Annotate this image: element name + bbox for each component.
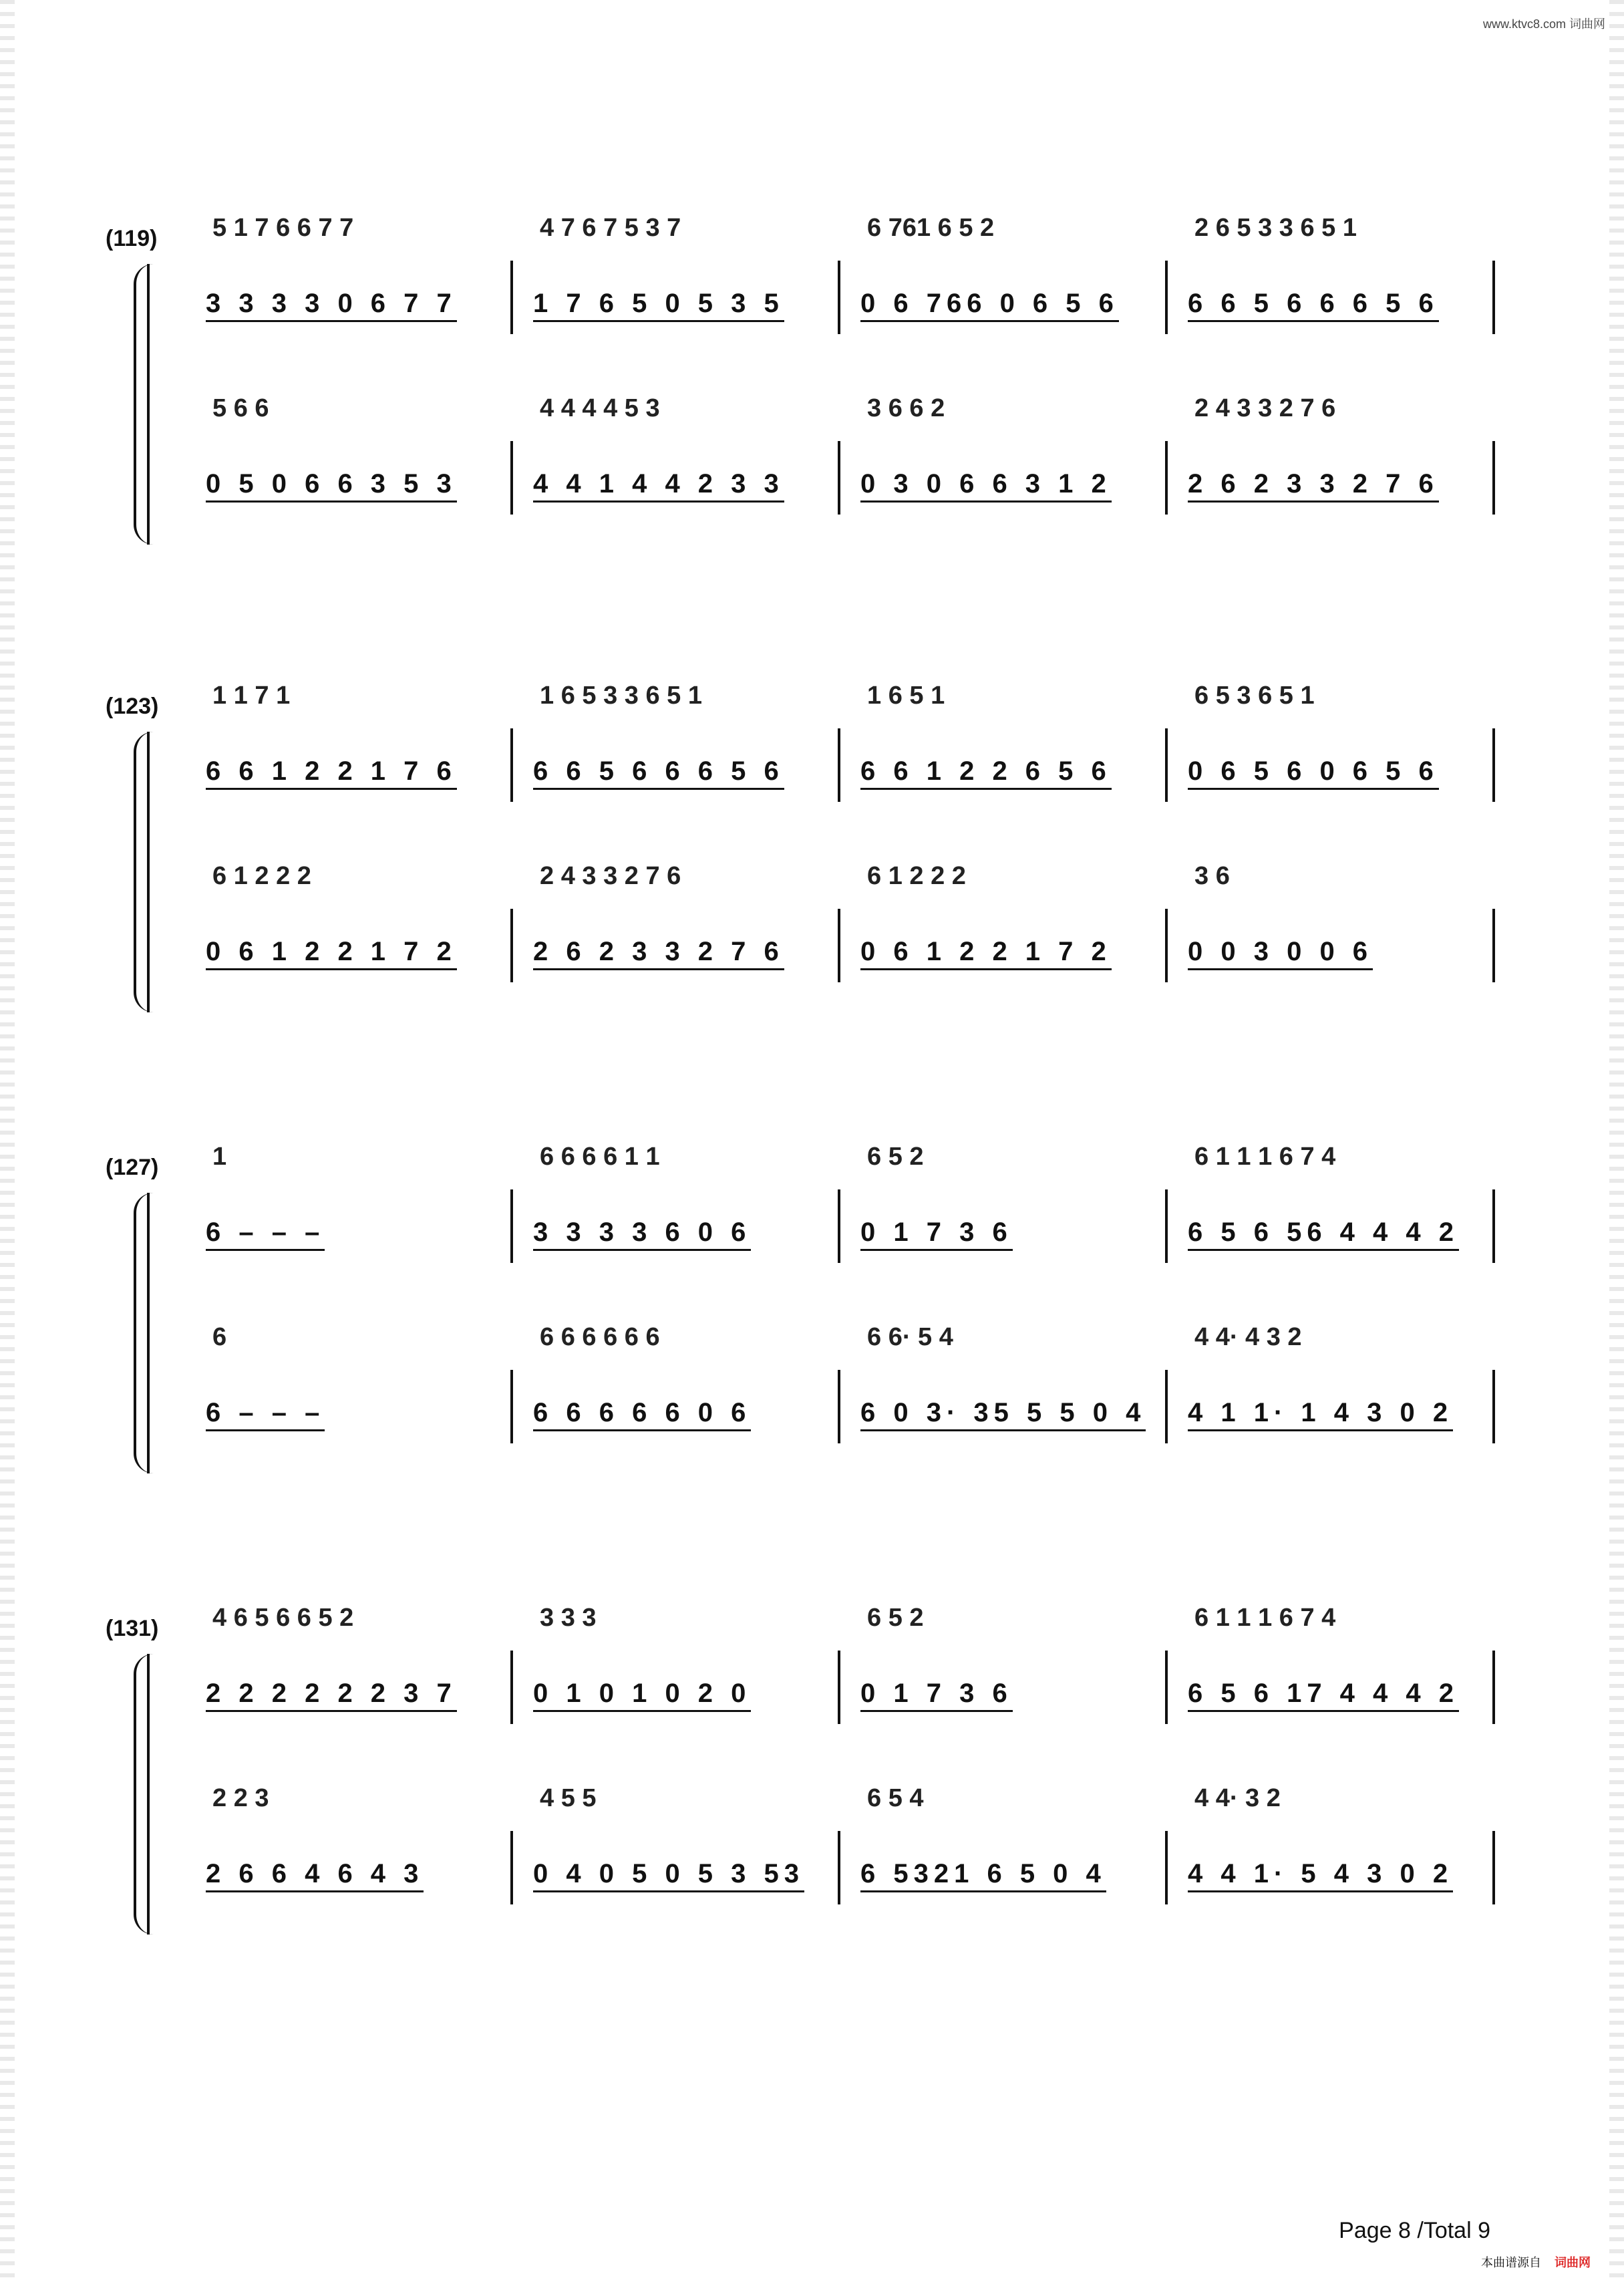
beam-notes: [533, 1859, 824, 1892]
note-group: 0 6 5 6 0 6 5 6: [1188, 756, 1439, 790]
measure: [1168, 862, 1495, 982]
beam-notes: [206, 1218, 497, 1251]
note-group: 0 1 7 3 6: [860, 1218, 1013, 1251]
upper-voice-notes: 6 5 3 6 5 1: [1194, 682, 1315, 710]
upper-voice-notes: 3 3 3: [540, 1604, 597, 1632]
right-hand-part: [186, 682, 1495, 802]
measure: [513, 682, 840, 802]
upper-voice-notes: 2 2 3: [212, 1784, 269, 1812]
measure: [513, 862, 840, 982]
beam-notes: [533, 937, 824, 970]
beam-notes: [860, 937, 1152, 970]
measure: [1168, 214, 1495, 334]
upper-voice-notes: 1 6 5 3 3 6 5 1: [540, 682, 702, 710]
note-group: 2 6 2 3 3 2 7 6: [533, 937, 784, 970]
measure: [1168, 394, 1495, 515]
measure: [186, 1784, 513, 1904]
note-group: 6 – – –: [206, 1398, 325, 1431]
upper-voice-notes: 1 6 5 1: [867, 682, 945, 710]
score-system: [107, 615, 1496, 989]
measure: [840, 1604, 1168, 1724]
upper-voice-notes: 3 6: [1194, 862, 1230, 890]
note-group: 6 6 1 2 2 6 5 6: [860, 756, 1112, 790]
footer-brand: [1481, 2253, 1591, 2271]
note-group: 4 1 1· 1 4 3 0 2: [1188, 1398, 1453, 1431]
measure-number: (127): [106, 1155, 159, 1180]
note-group: 2 6 2 3 3 2 7 6: [1188, 469, 1439, 503]
measure: [840, 394, 1168, 515]
measure: [186, 394, 513, 515]
measure-number: (119): [106, 226, 158, 251]
upper-voice-notes: 6 6· 5 4: [867, 1323, 953, 1351]
beam-notes: [1188, 1398, 1479, 1431]
upper-voice-notes: 6 5 4: [867, 1784, 924, 1812]
upper-voice-notes: 4 4· 3 2: [1194, 1784, 1281, 1812]
system-bracket-line: [147, 1654, 150, 1935]
measure: [186, 1323, 513, 1443]
measure: [1168, 1604, 1495, 1724]
beam-notes: [533, 289, 824, 322]
measure-number: (131): [106, 1616, 159, 1641]
measure: [840, 1323, 1168, 1443]
upper-voice-notes: 4 5 5: [540, 1784, 597, 1812]
measure: [1168, 1784, 1495, 1904]
beam-notes: [206, 1679, 497, 1712]
upper-voice-notes: 4 7 6 7 5 3 7: [540, 214, 681, 242]
right-hand-part: [186, 1604, 1495, 1724]
note-group: 6 6 5 6 6 6 5 6: [1188, 289, 1439, 322]
note-group: 0 1 7 3 6: [860, 1679, 1013, 1712]
beam-notes: [533, 469, 824, 503]
system-brace: [134, 1654, 156, 1935]
upper-voice-notes: 6 6 6 6 1 1: [540, 1143, 660, 1171]
beam-notes: [1188, 289, 1479, 322]
note-group: 2 2 2 2 2 2 3 7: [206, 1679, 457, 1712]
note-group: 1 7 6 5 0 5 3 5: [533, 289, 784, 322]
measure-number: (123): [106, 694, 159, 719]
beam-notes: [860, 469, 1152, 503]
measure: [513, 1784, 840, 1904]
note-group: 6 0 3· 35 5 5 0 4: [860, 1398, 1146, 1431]
beam-notes: [206, 469, 497, 503]
beam-notes: [860, 289, 1152, 322]
system-brace: [134, 264, 156, 545]
beam-notes: [533, 1679, 824, 1712]
right-hand-part: [186, 214, 1495, 334]
measure: [186, 862, 513, 982]
measures-row: [186, 394, 1495, 515]
measure: [1168, 1323, 1495, 1443]
note-group: 0 6 1 2 2 1 7 2: [860, 937, 1112, 970]
note-group: 0 6 1 2 2 1 7 2: [206, 937, 457, 970]
score-system: [107, 1076, 1496, 1450]
measure: [513, 394, 840, 515]
note-group: 0 1 0 1 0 2 0: [533, 1679, 751, 1712]
measure: [513, 214, 840, 334]
measure: [1168, 1143, 1495, 1263]
note-group: 0 6 766 0 6 5 6: [860, 289, 1119, 322]
upper-voice-notes: 6 1 2 2 2: [212, 862, 311, 890]
measure: [840, 862, 1168, 982]
upper-voice-notes: 3 6 6 2: [867, 394, 945, 422]
upper-voice-notes: 6 1 2 2 2: [867, 862, 966, 890]
note-group: 3 3 3 3 0 6 7 7: [206, 289, 457, 322]
left-hand-part: [186, 862, 1495, 982]
note-group: 6 5 6 56 4 4 4 2: [1188, 1218, 1459, 1251]
system-brace: [134, 1193, 156, 1473]
page-number: Page 8 /Total 9: [1339, 2218, 1490, 2243]
upper-voice-notes: 2 6 5 3 3 6 5 1: [1194, 214, 1357, 242]
system-bracket-line: [147, 1193, 150, 1473]
measure: [840, 682, 1168, 802]
beam-notes: [1188, 937, 1479, 970]
note-group: 0 5 0 6 6 3 5 3: [206, 469, 457, 503]
measure: [186, 214, 513, 334]
beam-notes: [533, 1218, 824, 1251]
beam-notes: [206, 289, 497, 322]
system-bracket-line: [147, 732, 150, 1012]
beam-notes: [860, 1859, 1152, 1892]
beam-notes: [533, 1398, 824, 1431]
beam-notes: [860, 1398, 1152, 1431]
upper-voice-notes: 1: [212, 1143, 227, 1171]
measures-row: [186, 1784, 1495, 1904]
beam-notes: [206, 937, 497, 970]
measure: [186, 682, 513, 802]
measures-row: [186, 214, 1495, 334]
measure: [513, 1143, 840, 1263]
measures-row: [186, 1604, 1495, 1724]
upper-voice-notes: 1 1 7 1: [212, 682, 291, 710]
upper-voice-notes: 5 6 6: [212, 394, 269, 422]
measure: [186, 1143, 513, 1263]
measure: [513, 1323, 840, 1443]
beam-notes: [206, 756, 497, 790]
note-group: 0 4 0 5 0 5 3 53: [533, 1859, 804, 1892]
beam-notes: [1188, 1679, 1479, 1712]
left-hand-part: [186, 1323, 1495, 1443]
left-page-edge: [0, 0, 15, 2284]
beam-notes: [533, 756, 824, 790]
beam-notes: [860, 1679, 1152, 1712]
upper-voice-notes: 6 5 2: [867, 1604, 924, 1632]
measure: [1168, 682, 1495, 802]
note-group: 6 6 1 2 2 1 7 6: [206, 756, 457, 790]
footer-brand-left: 本曲谱源自: [1481, 2256, 1541, 2269]
note-group: 4 4 1 4 4 2 3 3: [533, 469, 784, 503]
upper-voice-notes: 2 4 3 3 2 7 6: [540, 862, 681, 890]
note-group: 0 3 0 6 6 3 1 2: [860, 469, 1112, 503]
upper-voice-notes: 6 1 1 1 6 7 4: [1194, 1143, 1336, 1171]
left-hand-part: [186, 394, 1495, 515]
measure: [513, 1604, 840, 1724]
measures-row: [186, 862, 1495, 982]
right-hand-part: [186, 1143, 1495, 1263]
left-hand-part: [186, 1784, 1495, 1904]
system-brace: [134, 732, 156, 1012]
beam-notes: [1188, 756, 1479, 790]
note-group: 6 6 5 6 6 6 5 6: [533, 756, 784, 790]
upper-voice-notes: 4 4· 4 3 2: [1194, 1323, 1302, 1351]
measure: [840, 1143, 1168, 1263]
note-group: 4 4 1· 5 4 3 0 2: [1188, 1859, 1453, 1892]
measure: [840, 214, 1168, 334]
note-group: 6 6 6 6 6 0 6: [533, 1398, 751, 1431]
system-bracket-line: [147, 264, 150, 545]
upper-voice-notes: 4 6 5 6 6 5 2: [212, 1604, 354, 1632]
beam-notes: [206, 1398, 497, 1431]
measures-row: [186, 1323, 1495, 1443]
upper-voice-notes: 6 1 1 1 6 7 4: [1194, 1604, 1336, 1632]
upper-voice-notes: 6 761 6 5 2: [867, 214, 995, 242]
measure: [840, 1784, 1168, 1904]
beam-notes: [1188, 1859, 1479, 1892]
measure: [186, 1604, 513, 1724]
beam-notes: [1188, 469, 1479, 503]
beam-notes: [860, 1218, 1152, 1251]
note-group: 6 5321 6 5 0 4: [860, 1859, 1106, 1892]
note-group: 3 3 3 3 6 0 6: [533, 1218, 751, 1251]
upper-voice-notes: 6 6 6 6 6 6: [540, 1323, 660, 1351]
measures-row: [186, 1143, 1495, 1263]
footer-brand-right: 词曲网: [1555, 2256, 1591, 2269]
note-group: 6 – – –: [206, 1218, 325, 1251]
score-system: [107, 147, 1496, 521]
right-page-edge: [1609, 0, 1624, 2284]
upper-voice-notes: 2 4 3 3 2 7 6: [1194, 394, 1336, 422]
upper-voice-notes: 6 5 2: [867, 1143, 924, 1171]
upper-voice-notes: 6: [212, 1323, 227, 1351]
beam-notes: [860, 756, 1152, 790]
score-system: [107, 1537, 1496, 1911]
note-group: 0 0 3 0 0 6: [1188, 937, 1373, 970]
upper-voice-notes: 4 4 4 4 5 3: [540, 394, 660, 422]
beam-notes: [206, 1859, 497, 1892]
header-site-text: www.ktvc8.com 词曲网: [1482, 17, 1605, 31]
upper-voice-notes: 5 1 7 6 6 7 7: [212, 214, 354, 242]
note-group: 6 5 6 17 4 4 4 2: [1188, 1679, 1459, 1712]
note-group: 2 6 6 4 6 4 3: [206, 1859, 424, 1892]
beam-notes: [1188, 1218, 1479, 1251]
measures-row: [186, 682, 1495, 802]
